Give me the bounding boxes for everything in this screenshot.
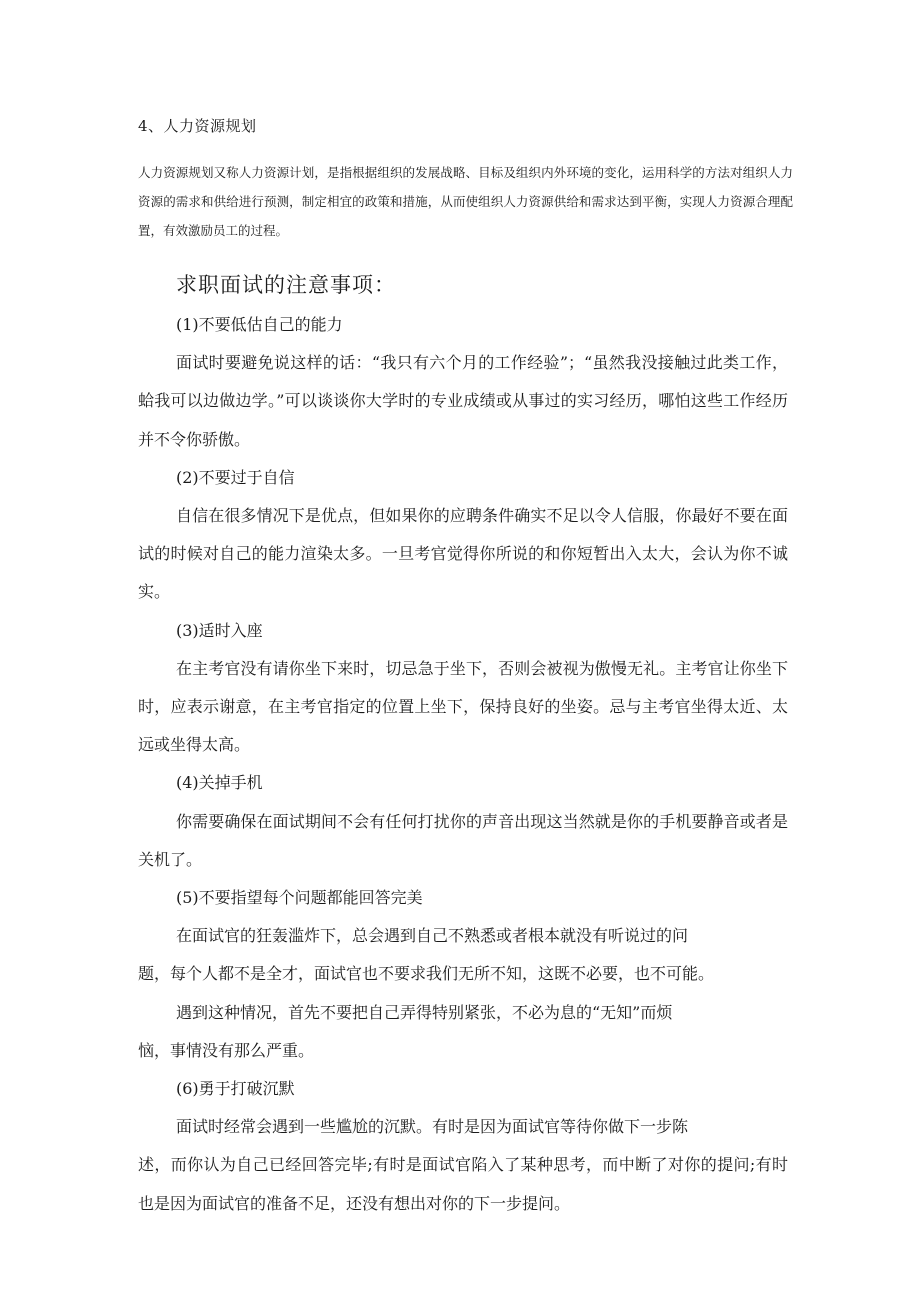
interview-tips-title: 求职面试的注意事项： [176, 273, 396, 297]
tip-3-heading: (3)适时入座 [176, 620, 263, 640]
section-4-paragraph: 人力资源规划又称人力资源计划，是指根据组织的发展战略、目标及组织内外环境的变化，运用科学的方法对组织人力资源的需求和供给进行预测，制定相宜的政策和措施，从而使组织人力资源供给和需求达到平衡，实现人力资源合理配置，有效激励员工的过程。 [138, 165, 793, 238]
tip-6-body-line-1: 面试时经常会遇到一些尴尬的沉默。有时是因为面试官等待你做下一步陈 [176, 1117, 689, 1137]
tip-3-body: 在主考官没有请你坐下来时，切忌急于坐下，否则会被视为傲慢无礼。主考官让你坐下时，应表示谢意，在主考官指定的位置上坐下，保持良好的坐姿。忌与主考官坐得太近、太远或坐得太高。 [138, 658, 788, 755]
tip-1-body: 面试时要避免说这样的话：“我只有六个月的工作经验”；“虽然我没接触过此类工作，蛤我可以边做边学。”可以谈谈你大学时的专业成绩或从事过的实习经历，哪怕这些工作经历并不令你骄傲。 [138, 353, 788, 449]
tip-5-body-line-3: 遇到这种情况，首先不要把自己弄得特别紧张，不必为息的“无知”而烦 [176, 1002, 673, 1022]
tip-2-body: 自信在很多情况下是优点，但如果你的应聘条件确实不足以令人信服，你最好不要在面试的时候对自己的能力渲染太多。一旦考官觉得你所说的和你短暂出入太大，会认为你不诚实。 [138, 506, 788, 602]
section-4-heading: 4、人力资源规划 [138, 117, 257, 135]
tip-4-body: 你需要确保在面试期间不会有任何打扰你的声音出现这当然就是你的手机要静音或者是关机了。 [138, 811, 788, 869]
tip-5-body-line-2: 题，每个人都不是全才，面试官也不要求我们无所不知，这既不必要，也不可能。 [138, 964, 715, 984]
tip-6-body-line-2: 述，而你认为自己已经回答完毕;有时是面试官陷入了某种思考，而中断了对你的提问;有时也是因为面试官的准备不足，还没有想出对你的下一步提问。 [138, 1155, 788, 1213]
tip-6-heading: (6)勇于打破沉默 [176, 1079, 295, 1099]
tip-5-body-line-4: 恼，事情没有那么严重。 [138, 1040, 315, 1060]
tip-5-heading: (5)不要指望每个问题都能回答完美 [176, 888, 423, 908]
tip-1-heading: (1)不要低估自己的能力 [176, 315, 343, 334]
tip-2-heading: (2)不要过于自信 [176, 467, 295, 487]
interview-tips-list [138, 306, 788, 1223]
tip-5-body-line-1: 在面试官的狂轰滥炸下，总会遇到自己不熟悉或者根本就没有听说过的问 [176, 926, 689, 946]
tip-4-heading: (4)关掉手机 [176, 773, 263, 793]
